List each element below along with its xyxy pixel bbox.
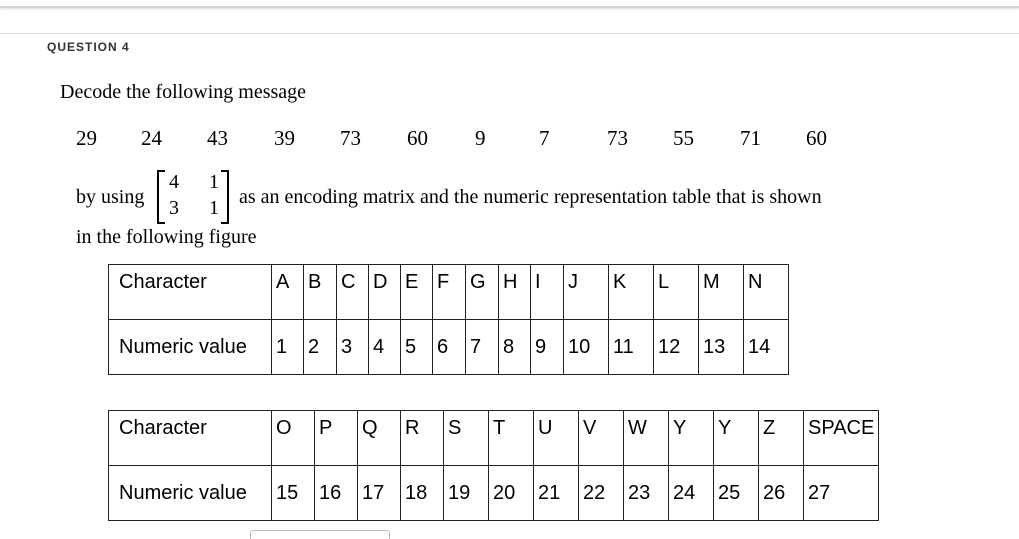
character-cell: P — [315, 411, 358, 466]
value-row — [109, 466, 879, 521]
character-cell: D — [369, 265, 401, 320]
representation-table-2 — [108, 410, 879, 521]
value-cell: 12 — [654, 320, 699, 375]
message-number: 55 — [673, 126, 694, 150]
value-cell: 19 — [444, 466, 489, 521]
matrix-right-bracket — [221, 170, 229, 224]
character-row — [109, 411, 879, 466]
value-cell: 6 — [433, 320, 466, 375]
value-cell: 1 — [272, 320, 304, 375]
question-prompt: Decode the following message — [60, 81, 307, 103]
value-cell: 8 — [499, 320, 531, 375]
value-cell: 21 — [534, 466, 579, 521]
value-cell: 15 — [272, 466, 315, 521]
character-cell: J — [564, 265, 609, 320]
row-header: Character — [109, 265, 272, 320]
message-number: 43 — [207, 126, 228, 150]
character-cell: U — [534, 411, 579, 466]
character-cell: A — [272, 265, 304, 320]
message-number: 7 — [539, 126, 550, 150]
row-header: Character — [109, 411, 272, 466]
character-cell: G — [466, 265, 499, 320]
character-cell: Z — [759, 411, 804, 466]
matrix-cell: 3 — [169, 197, 179, 219]
value-cell: 24 — [669, 466, 714, 521]
value-cell: 16 — [315, 466, 358, 521]
value-cell: 14 — [744, 320, 789, 375]
matrix-cell: 1 — [209, 171, 219, 193]
character-cell: I — [531, 265, 564, 320]
message-number: 71 — [740, 126, 761, 150]
value-cell: 18 — [401, 466, 444, 521]
value-cell: 25 — [714, 466, 759, 521]
character-cell: L — [654, 265, 699, 320]
encoding-matrix — [157, 168, 229, 222]
matrix-left-bracket — [157, 170, 165, 224]
value-row — [109, 320, 789, 375]
value-cell: 17 — [358, 466, 401, 521]
value-cell: 23 — [624, 466, 669, 521]
value-cell: 3 — [337, 320, 369, 375]
value-cell: 4 — [369, 320, 401, 375]
character-cell: V — [579, 411, 624, 466]
matrix-description: as an encoding matrix and the numeric representation table that is shown — [239, 186, 822, 208]
value-cell: 10 — [564, 320, 609, 375]
character-cell: M — [699, 265, 744, 320]
character-cell: T — [489, 411, 534, 466]
section-divider — [0, 33, 1019, 34]
value-cell: 2 — [304, 320, 337, 375]
character-cell: N — [744, 265, 789, 320]
character-cell: R — [401, 411, 444, 466]
value-cell: 7 — [466, 320, 499, 375]
message-number: 73 — [607, 126, 628, 150]
character-cell: S — [444, 411, 489, 466]
character-cell: Y — [714, 411, 759, 466]
character-cell: Q — [358, 411, 401, 466]
matrix-cell: 1 — [209, 197, 219, 219]
character-cell: B — [304, 265, 337, 320]
answer-input-field[interactable] — [250, 530, 390, 539]
value-cell: 26 — [759, 466, 804, 521]
message-number: 29 — [76, 126, 97, 150]
window-top-frame — [0, 0, 1019, 8]
figure-reference: in the following figure — [76, 226, 257, 248]
character-cell: F — [433, 265, 466, 320]
row-header: Numeric value — [109, 320, 272, 375]
value-cell: 11 — [609, 320, 654, 375]
value-cell: 27 — [804, 466, 879, 521]
value-cell: 13 — [699, 320, 744, 375]
value-cell: 22 — [579, 466, 624, 521]
character-cell: C — [337, 265, 369, 320]
character-cell: O — [272, 411, 315, 466]
character-cell: K — [609, 265, 654, 320]
message-number: 9 — [475, 126, 486, 150]
row-header: Numeric value — [109, 466, 272, 521]
character-cell: SPACE — [804, 411, 879, 466]
question-label: QUESTION 4 — [47, 40, 130, 54]
character-cell: E — [401, 265, 433, 320]
value-cell: 5 — [401, 320, 433, 375]
message-number: 24 — [141, 126, 162, 150]
matrix-cell: 4 — [169, 171, 179, 193]
character-cell: Y — [669, 411, 714, 466]
character-cell: H — [499, 265, 531, 320]
message-number: 73 — [340, 126, 361, 150]
value-cell: 9 — [531, 320, 564, 375]
by-using-text: by using — [76, 186, 145, 208]
representation-table-1 — [108, 264, 789, 375]
character-cell: W — [624, 411, 669, 466]
message-number: 39 — [274, 126, 295, 150]
value-cell: 20 — [489, 466, 534, 521]
character-row — [109, 265, 789, 320]
message-number: 60 — [806, 126, 827, 150]
encoded-message — [0, 126, 1019, 154]
message-number: 60 — [407, 126, 428, 150]
